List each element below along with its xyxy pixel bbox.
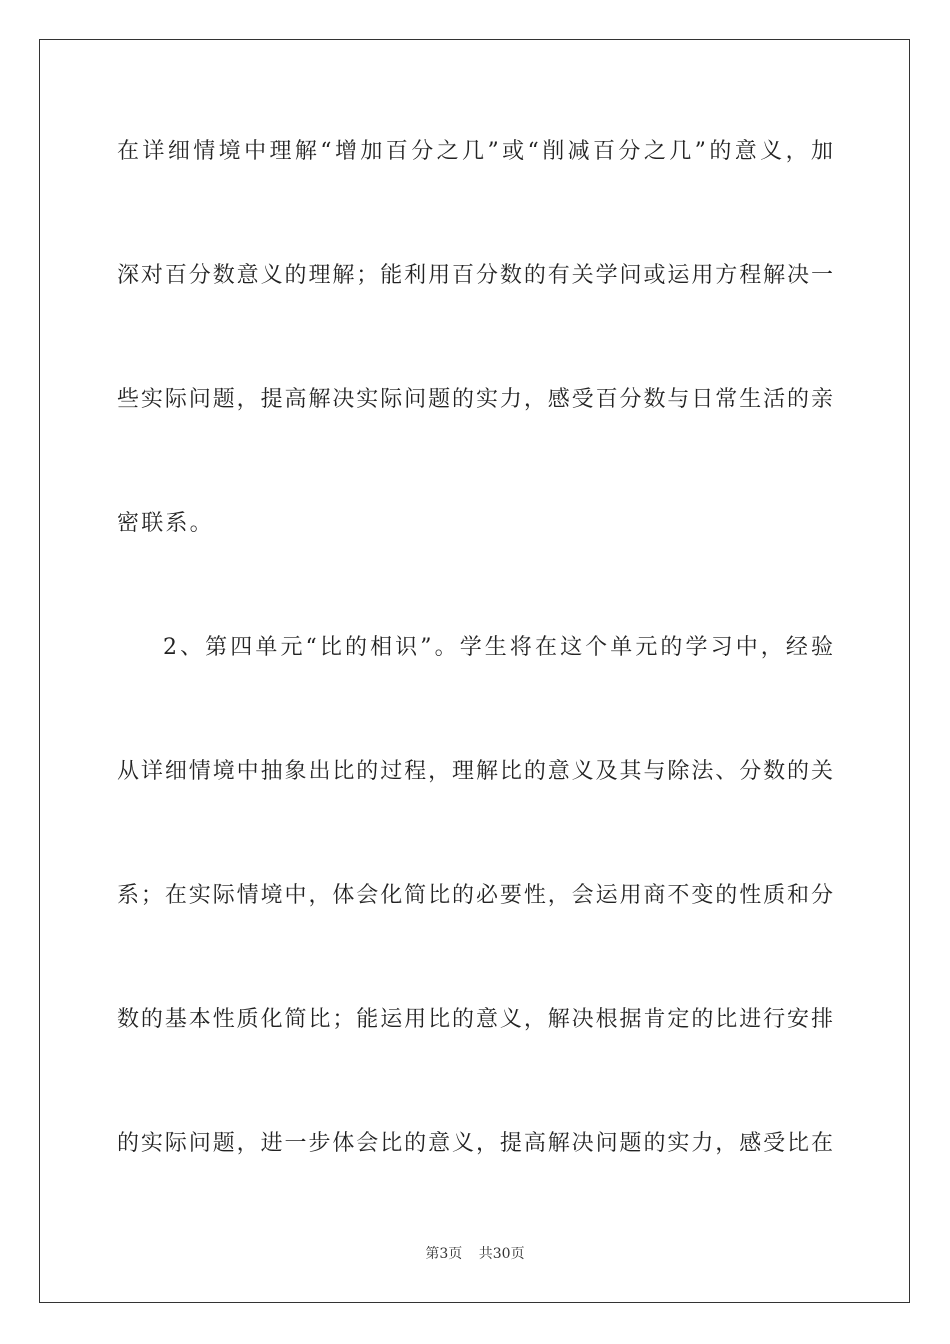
text-line: 的实际问题，进一步体会比的意义，提高解决问题的实力，感受比在 [117,1131,833,1156]
text-line: 2、第四单元“比的相识”。学生将在这个单元的学习中，经验 [163,635,833,660]
text-line: 些实际问题，提高解决实际问题的实力，感受百分数与日常生活的亲 [117,387,833,412]
page-number: 第3页 [425,1246,463,1262]
text-line: 系；在实际情境中，体会化简比的必要性，会运用商不变的性质和分 [117,883,833,908]
page-border [39,39,910,1303]
text-line: 深对百分数意义的理解；能利用百分数的有关学问或运用方程解决一 [117,263,833,288]
page-footer [0,1245,950,1263]
page-total: 共30页 [478,1246,525,1262]
text-line: 在详细情境中理解“增加百分之几”或“削减百分之几”的意义，加 [117,139,833,164]
text-line: 密联系。 [117,511,214,536]
text-line: 从详细情境中抽象出比的过程，理解比的意义及其与除法、分数的关 [117,759,833,784]
text-line: 数的基本性质化简比；能运用比的意义，解决根据肯定的比进行安排 [117,1007,833,1032]
